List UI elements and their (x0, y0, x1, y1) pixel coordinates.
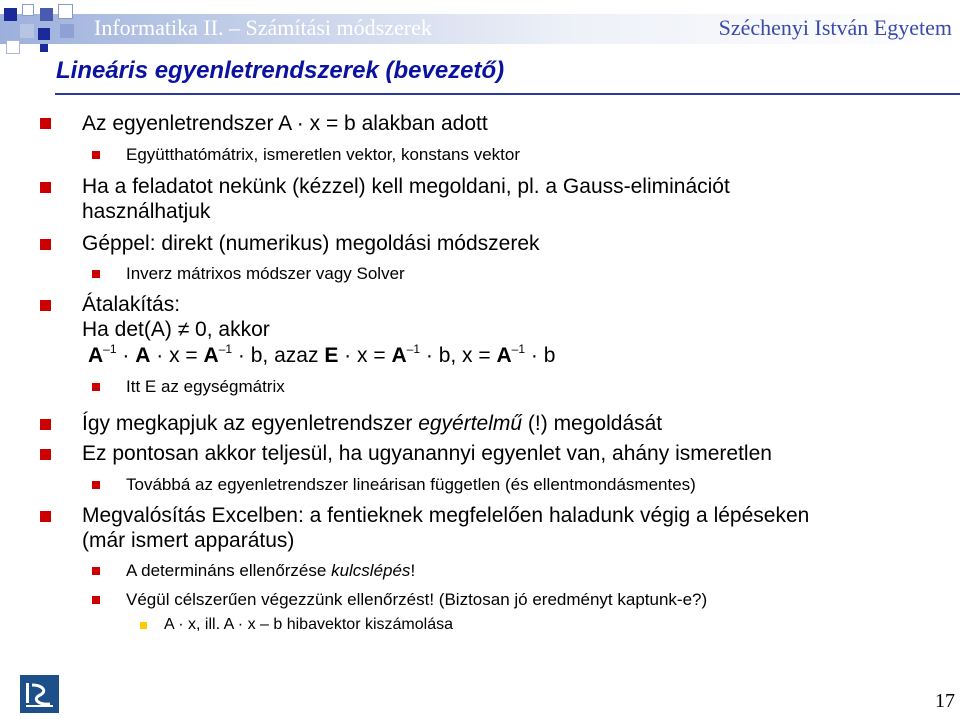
bullet-item: Végül célszerűen végezzünk ellenőrzést! (Biztosan jó eredményt kaptunk-e?) (126, 590, 708, 609)
dot-operator: · (530, 344, 538, 367)
bullet-item: Ez pontosan akkor teljesül, ha ugyanannyi egyenlet van, ahány ismeretlen (82, 442, 772, 465)
bullet-item-continuation: Ha det(A) ≠ 0, akkor (82, 318, 270, 341)
course-title: Informatika II. – Számítási módszerek (94, 15, 432, 40)
bullet-text: ! (410, 561, 416, 580)
bullet-square (92, 270, 100, 278)
bullet-square-yellow (140, 622, 147, 629)
header-square (60, 24, 74, 38)
bullet-item: Megvalósítás Excelben: a fentieknek megfelelően haladunk végig a lépéseken (82, 504, 810, 527)
bullet-square (40, 300, 51, 311)
header-square (40, 8, 53, 21)
slide-header (0, 0, 960, 52)
bullet-item-continuation: (már ismert apparátus) (82, 529, 295, 552)
bullet-square (92, 383, 100, 391)
matrix-symbol: A (135, 344, 151, 367)
bullet-square (92, 151, 100, 159)
formula-text: b, azaz (250, 344, 319, 367)
bullet-square (92, 596, 100, 604)
header-square (20, 24, 34, 38)
page-number: 17 (935, 690, 955, 712)
header-square (40, 44, 48, 52)
title-underline (55, 93, 960, 95)
bullet-square (40, 118, 51, 129)
emphasis-text: egyértelmű (418, 412, 523, 435)
header-square (4, 8, 17, 21)
bullet-square (40, 419, 51, 430)
inverse-exponent: –1 (103, 342, 117, 356)
dot-operator: · (425, 344, 433, 367)
formula-text: b, x = (438, 344, 491, 367)
bullet-square (40, 449, 51, 460)
dot-operator: · (237, 344, 245, 367)
bullet-square (92, 567, 100, 575)
identity-matrix-symbol: E (324, 344, 339, 367)
header-square (38, 28, 50, 40)
bullet-item: Átalakítás: (82, 293, 181, 316)
dot-operator: · (122, 344, 130, 367)
matrix-symbol: A (203, 344, 219, 367)
bullet-text: (!) megoldását (522, 412, 663, 435)
university-name: Széchenyi István Egyetem (718, 15, 952, 40)
bullet-item-continuation: használhatjuk (82, 200, 211, 223)
bullet-text: A determináns ellenőrzése (126, 561, 332, 580)
matrix-symbol: A (88, 344, 104, 367)
slide-title: Lineáris egyenletrendszerek (bevezető) (56, 57, 505, 84)
bullet-item: Ha a feladatot nekünk (kézzel) kell megoldani, pl. a Gauss-eliminációt (82, 175, 730, 198)
formula-text: x = (169, 344, 198, 367)
bullet-square (40, 511, 51, 522)
header-square (6, 40, 20, 54)
header-square (58, 4, 73, 19)
dot-operator: · (344, 344, 352, 367)
bullet-item: A · x, ill. A · x – b hibavektor kiszámolása (164, 616, 454, 633)
inverse-formula (88, 344, 555, 368)
inverse-exponent: –1 (406, 342, 420, 356)
emphasis-text: kulcslépés (331, 561, 411, 580)
bullet-item: Együtthatómátrix, ismeretlen vektor, konstans vektor (126, 145, 521, 164)
bullet-item: Az egyenletrendszer A · x = b alakban adott (82, 112, 488, 135)
formula-text: x = (357, 344, 386, 367)
bullet-square (40, 182, 51, 193)
matrix-symbol: A (496, 344, 512, 367)
inverse-exponent: –1 (511, 342, 526, 356)
matrix-symbol: A (391, 344, 407, 367)
bullet-item (126, 561, 415, 581)
bullet-item: Inverz mátrixos módszer vagy Solver (126, 264, 405, 283)
bullet-item: Géppel: direkt (numerikus) megoldási módszerek (82, 232, 540, 255)
dot-operator: · (156, 344, 164, 367)
bullet-item (126, 377, 285, 397)
university-logo-icon (20, 675, 59, 713)
inverse-exponent: –1 (218, 342, 233, 356)
bullet-square (92, 481, 100, 489)
bullet-item: Továbbá az egyenletrendszer lineárisan független (és ellentmondásmentes) (126, 475, 696, 494)
formula-text: b (543, 344, 556, 367)
bullet-text: Így megkapjuk az egyenletrendszer (82, 412, 419, 435)
bullet-square (40, 239, 51, 250)
bullet-item (82, 412, 662, 436)
header-square (22, 4, 34, 16)
identity-note: Itt E az egységmátrix (126, 377, 285, 396)
